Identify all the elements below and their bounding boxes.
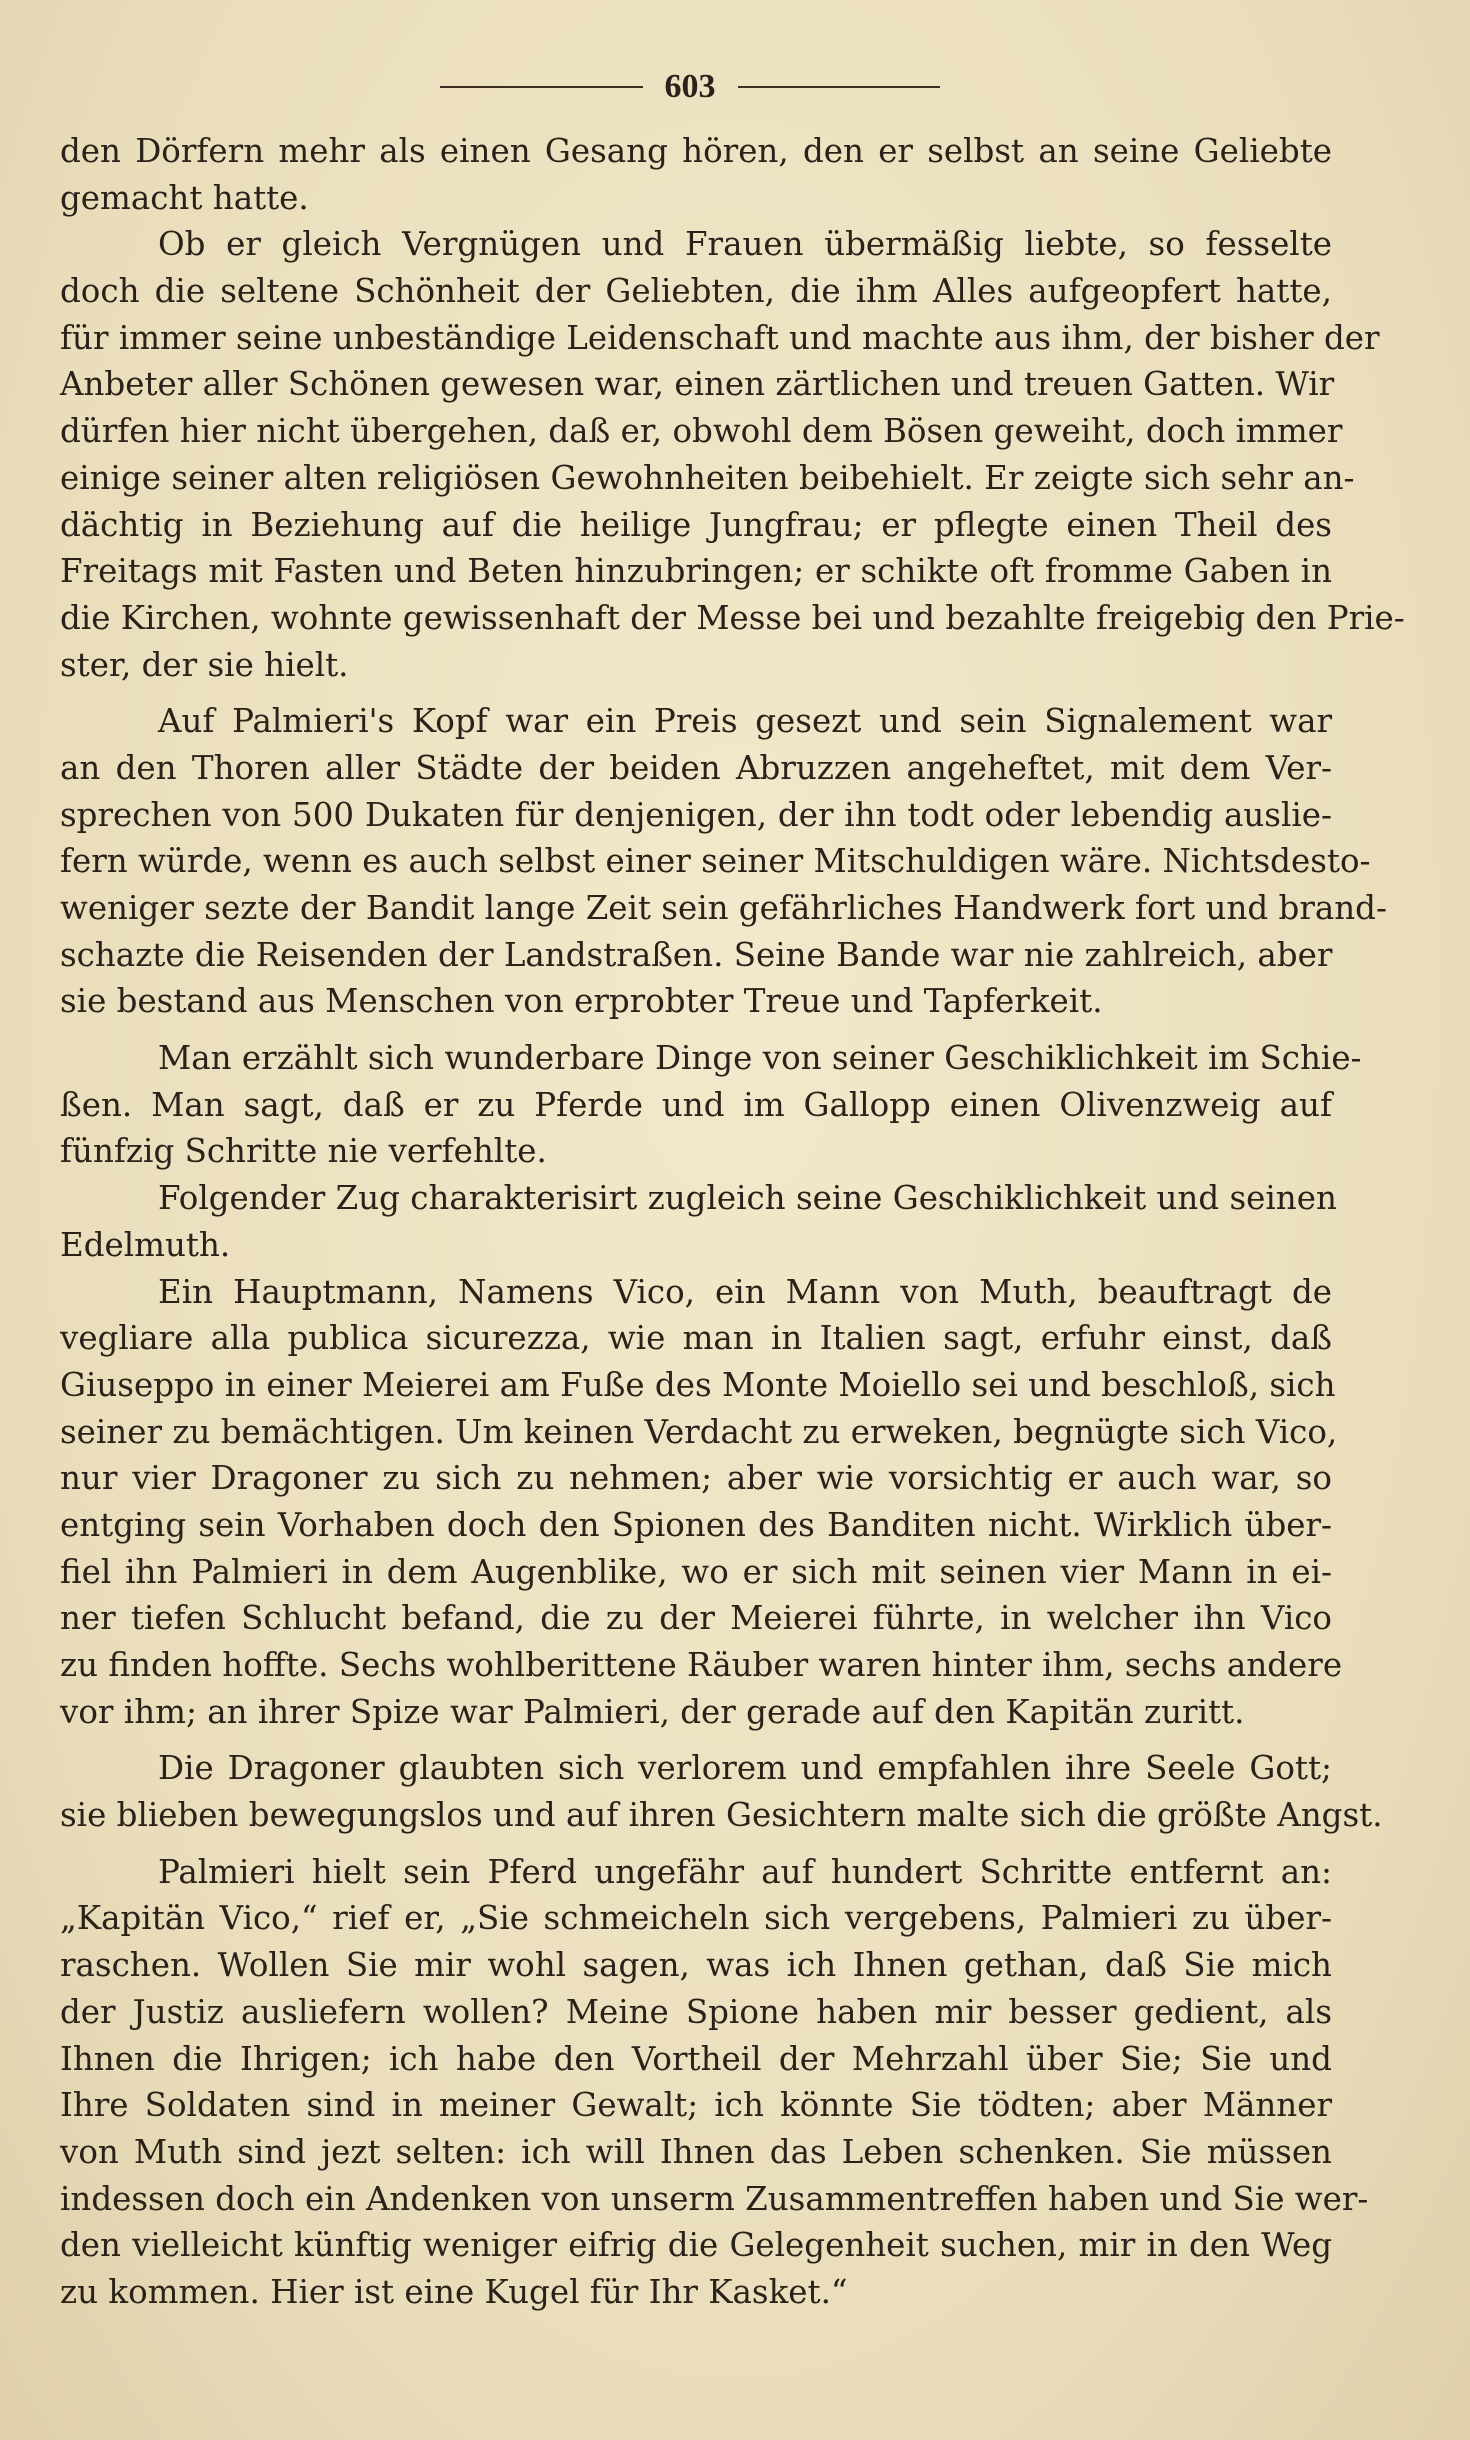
text-line: Freitags mit Fasten und Beten hinzubringen; er schikte oft fromme Gaben in bbox=[60, 552, 1332, 591]
text-line: gemacht hatte. bbox=[60, 178, 309, 217]
text-line: „Kapitän Vico,“ rief er, „Sie schmeicheln sich vergebens, Palmieri zu über- bbox=[60, 1899, 1332, 1938]
text-line: der Justiz ausliefern wollen? Meine Spione haben mir besser gedient, als bbox=[60, 1992, 1332, 2031]
text-line: den Dörfern mehr als einen Gesang hören, den er selbst an seine Geliebte bbox=[60, 132, 1332, 170]
text-line: ßen. Man sagt, daß er zu Pferde und im Gallopp einen Olivenzweig auf bbox=[60, 1085, 1332, 1124]
paragraph bbox=[60, 1269, 1343, 1736]
text-line: zu finden hoffte. Sechs wohlberittene Räuber waren hinter ihm, sechs andere bbox=[60, 1646, 1343, 1684]
text-line: von Muth sind jezt selten: ich will Ihnen das Leben schenken. Sie müssen bbox=[60, 2132, 1332, 2171]
text-line: Ihnen die Ihrigen; ich habe den Vortheil der Mehrzahl über Sie; Sie und bbox=[60, 2039, 1332, 2078]
page-number: 603 bbox=[664, 68, 716, 105]
text-line: sprechen von 500 Dukaten für denjenigen, der ihn todt oder lebendig auslie- bbox=[60, 795, 1332, 834]
text-line: Auf Palmieri's Kopf war ein Preis gesezt und sein Signalement war bbox=[158, 702, 1332, 741]
text-line: fiel ihn Palmieri in dem Augenblike, wo er sich mit seinen vier Mann in ei- bbox=[60, 1552, 1332, 1591]
text-line: entging sein Vorhaben doch den Spionen des Banditen nicht. Wirklich über- bbox=[60, 1505, 1332, 1544]
text-line: Folgender Zug charakterisirt zugleich seine Geschiklichkeit und seinen bbox=[158, 1179, 1337, 1218]
text-line: Edelmuth. bbox=[60, 1225, 231, 1264]
text-line: sie blieben bewegungslos und auf ihren Gesichtern malte sich die größte Angst. bbox=[60, 1796, 1383, 1835]
text-line: ster, der sie hielt. bbox=[60, 645, 349, 684]
text-line: Die Dragoner glaubten sich verlorem und empfahlen ihre Seele Gott; bbox=[158, 1749, 1332, 1788]
paragraph bbox=[60, 1745, 1383, 1838]
text-line: vor ihm; an ihrer Spize war Palmieri, der gerade auf den Kapitän zuritt. bbox=[60, 1692, 1245, 1731]
text-line: dürfen hier nicht übergehen, daß er, obwohl dem Bösen geweiht, doch immer bbox=[60, 412, 1343, 451]
text-line: schazte die Reisenden der Landstraßen. Seine Bande war nie zahlreich, aber bbox=[60, 935, 1333, 974]
body-text bbox=[60, 128, 1405, 2316]
header-rule-left bbox=[440, 86, 643, 88]
text-line: einige seiner alten religiösen Gewohnheiten beibehielt. Er zeigte sich sehr an- bbox=[60, 458, 1355, 497]
page-header bbox=[440, 62, 940, 112]
text-line: an den Thoren aller Städte der beiden Abruzzen angeheftet, mit dem Ver- bbox=[60, 748, 1332, 787]
text-line: Man erzählt sich wunderbare Dinge von seiner Geschiklichkeit im Schie- bbox=[158, 1039, 1362, 1078]
text-line: Giuseppo in einer Meierei am Fuße des Monte Moiello sei und beschloß, sich bbox=[60, 1365, 1336, 1404]
header-rule-right bbox=[738, 86, 941, 88]
text-line: zu kommen. Hier ist eine Kugel für Ihr Kasket.“ bbox=[60, 2272, 848, 2311]
paragraph bbox=[60, 128, 1332, 221]
paragraph bbox=[60, 698, 1387, 1025]
text-line: Ob er gleich Vergnügen und Frauen übermäßig liebte, so fesselte bbox=[158, 225, 1332, 264]
text-line: die Kirchen, wohnte gewissenhaft der Messe bei und bezahlte freigebig den Prie- bbox=[60, 598, 1405, 637]
text-line: indessen doch ein Andenken von unserm Zusammentreffen haben und Sie wer- bbox=[60, 2179, 1369, 2218]
text-line: fern würde, wenn es auch selbst einer seiner Mitschuldigen wäre. Nichtsdesto- bbox=[60, 842, 1371, 881]
text-line: weniger sezte der Bandit lange Zeit sein gefährliches Handwerk fort und brand- bbox=[60, 889, 1387, 927]
text-line: seiner zu bemächtigen. Um keinen Verdacht zu erweken, begnügte sich Vico, bbox=[60, 1412, 1338, 1451]
text-line: ner tiefen Schlucht befand, die zu der Meierei führte, in welcher ihn Vico bbox=[60, 1599, 1332, 1638]
text-line: vegliare alla publica sicurezza, wie man in Italien sagt, erfuhr einst, daß bbox=[60, 1319, 1332, 1358]
text-line: für immer seine unbeständige Leidenschaft und machte aus ihm, der bisher der bbox=[60, 318, 1380, 357]
paragraph bbox=[60, 221, 1405, 688]
paragraph bbox=[60, 1035, 1362, 1175]
text-line: sie bestand aus Menschen von erprobter Treue und Tapferkeit. bbox=[60, 982, 1103, 1021]
text-line: raschen. Wollen Sie mir wohl sagen, was ich Ihnen gethan, daß Sie mich bbox=[60, 1946, 1332, 1985]
text-line: fünfzig Schritte nie verfehlte. bbox=[60, 1132, 547, 1171]
text-line: Ihre Soldaten sind in meiner Gewalt; ich könnte Sie tödten; aber Männer bbox=[60, 2086, 1332, 2125]
paragraph bbox=[60, 1175, 1337, 1268]
text-line: Palmieri hielt sein Pferd ungefähr auf hundert Schritte entfernt an: bbox=[158, 1852, 1332, 1891]
text-line: nur vier Dragoner zu sich zu nehmen; aber wie vorsichtig er auch war, so bbox=[60, 1459, 1332, 1498]
text-line: Anbeter aller Schönen gewesen war, einen zärtlichen und treuen Gatten. Wir bbox=[60, 365, 1335, 404]
text-line: Ein Hauptmann, Namens Vico, ein Mann von Muth, beauftragt de bbox=[158, 1272, 1332, 1311]
paragraph bbox=[60, 1849, 1369, 2316]
text-line: doch die seltene Schönheit der Geliebten, die ihm Alles aufgeopfert hatte, bbox=[60, 272, 1332, 311]
text-line: dächtig in Beziehung auf die heilige Jungfrau; er pflegte einen Theil des bbox=[60, 505, 1332, 544]
text-line: den vielleicht künftig weniger eifrig die Gelegenheit suchen, mir in den Weg bbox=[60, 2226, 1332, 2265]
